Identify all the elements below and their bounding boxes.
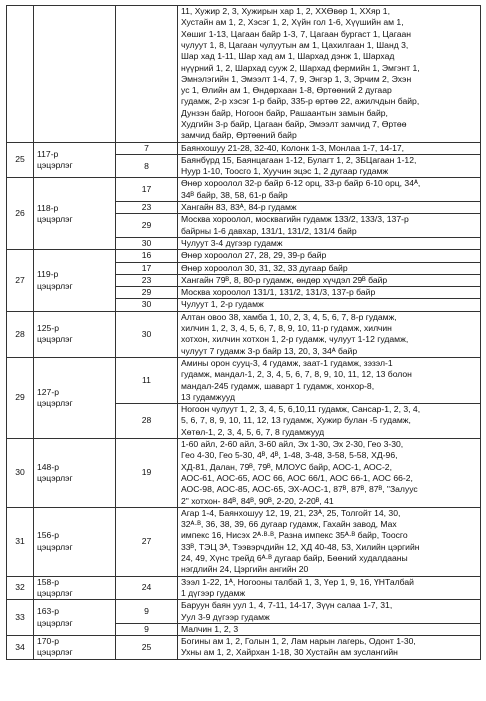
address-list: Москва хороолол 131/1, 131/2, 131/3, 137-р байр xyxy=(178,287,481,299)
khoroo-number: 17 xyxy=(116,178,178,202)
khoroo-number: 29 xyxy=(116,287,178,299)
kindergarten-name: 125-р цэцэрлэг xyxy=(34,311,116,357)
address-list: Агар 1-4, Баянхошуу 12, 19, 21, 23ᴬ, 25, Толгойт 14, 30, 32ᴬ·ᴮ, 36, 38, 39, 66 дугаар гудамж, Гахайн завод, Мах импекс 16, Нисэх 2ᴬ·ᴮ·ᴮ, Разна импекс 35ᴬ·ᴮ байр, Тоосго 33ᴮ, ТЭЦ 3ᴬ, Тээвэрчдийн 12, ХД 40-48, 53, Хилийн цэргийн 24, 49, Хүнс трейд 6ᴬ·ᴮ дугаар байр, Бөөний худалдааны нэгдлийн 24, Цэргийн ангийн 20 xyxy=(178,507,481,576)
address-list: Москва хороолол, москвагийн гудамж 133/2, 133/3, 137-р байрны 1-6 давхар, 131/1, 131/2, 131/4 байр xyxy=(178,214,481,238)
table-row xyxy=(7,178,481,202)
kindergarten-name: 118-р цэцэрлэг xyxy=(34,178,116,250)
khoroo-number: 28 xyxy=(116,404,178,439)
kindergarten-name: 119-р цэцэрлэг xyxy=(34,250,116,311)
table-row xyxy=(7,600,481,624)
khoroo-number: 11 xyxy=(116,357,178,403)
khoroo-number xyxy=(116,6,178,143)
khoroo-number: 25 xyxy=(116,636,178,660)
khoroo-number: 8 xyxy=(116,154,178,178)
khoroo-number: 9 xyxy=(116,623,178,635)
row-number: 32 xyxy=(7,576,34,600)
row-number: 28 xyxy=(7,311,34,357)
khoroo-number: 7 xyxy=(116,142,178,154)
address-list: 1-60 айл, 2-60 айл, 3-60 айл, Эх 1-30, Эх 2-30, Гео 3-30, Гео 4-30, Гео 5-30, 4ᴮ, 4ᴮ, 1-48, 3-48, 3-58, 5-58, ХД-96, ХД-81, Далан, 79ᴮ, 79ᴮ, МЛОУС байр, АОС-1, АОС-2, АОС-61, АОС-65, АОС 66, АОС 66/1, АОС 66-1, АОС 66-2, АОС-98, АОС-85, АОС-65, ЭХ-АОС-1, 87ᴮ, 87ᴮ, 87ᴮ, "Залуус 2" хотхон- 84ᴮ, 84ᴮ, 90ᴮ, 2-20, 2-20ᴮ, 41 xyxy=(178,439,481,508)
row-number: 27 xyxy=(7,250,34,311)
khoroo-number: 19 xyxy=(116,439,178,508)
address-list: Чулуут 3-4 дүгээр гудамж xyxy=(178,237,481,249)
table-row xyxy=(7,576,481,600)
khoroo-number: 16 xyxy=(116,250,178,262)
address-list: Баянхошуу 21-28, 32-40, Колонк 1-3, Монлаа 1-7, 14-17, xyxy=(178,142,481,154)
kindergarten-name: 158-р цэцэрлэг xyxy=(34,576,116,600)
address-list: Баянбүрд 15, Баянцагаан 1-12, Булагт 1, 2, 3БЦагаан 1-12, Нуур 1-10, Тоосго 1, Хуучин эцэс 1, 2 дугаар гудамж xyxy=(178,154,481,178)
address-list: Баруун баян уул 1, 4, 7-11, 14-17, Зүүн салаа 1-7, 31, Уул 3-9 дүгээр гудамж xyxy=(178,600,481,624)
row-number: 29 xyxy=(7,357,34,438)
khoroo-number: 30 xyxy=(116,311,178,357)
address-list: Амины орон сууц-3, 4 гудамж, заат-1 гудамж, зэзэл-1 гудамж, мандал-1, 2, 3, 4, 5, 6, 7, 8, 9, 10, 11, 12, 13 болон мандал-245 гудамж, шаварт 1 гудамж, хонхор-8, 13 гудамжууд xyxy=(178,357,481,403)
table-row xyxy=(7,439,481,508)
address-list: Зээл 1-22, 1ᴬ, Ногооны талбай 1, 3, Үер 1, 9, 16, ҮНТалбай 1 дүгээр гудамж xyxy=(178,576,481,600)
kindergarten-name: 148-р цэцэрлэг xyxy=(34,439,116,508)
address-list: Малчин 1, 2, 3 xyxy=(178,623,481,635)
row-number: 26 xyxy=(7,178,34,250)
table-row xyxy=(7,6,481,143)
khoroo-number: 23 xyxy=(116,274,178,286)
kindergarten-name: 156-р цэцэрлэг xyxy=(34,507,116,576)
khoroo-number: 27 xyxy=(116,507,178,576)
row-number: 25 xyxy=(7,142,34,178)
kindergarten-name: 117-р цэцэрлэг xyxy=(34,142,116,178)
kindergarten-address-table xyxy=(6,5,481,660)
table-row xyxy=(7,142,481,154)
row-number xyxy=(7,6,34,143)
address-list: 11, Хужир 2, 3, Хужирын хар 1, 2, ХХӨвөр 1, ХХяр 1, Хустайн ам 1, 2, Хэсэг 1, 2, Хүйн гол 1-6, Хүүшийн ам 1, Хөшиг 1-13, Цагаан байр 1-3, 7, Цагаан бургаст 1, Цагаан чулуут 1, 8, Цагаан чулуутын ам 1, Цахилгаан 1, Шанд 3, Шар хад 1-11, Шар хад ам 1, Шархад дэнж 1, Шархад нүүрний 1, 2, Шархад сууж 2, Шархад фермийн 1, Эмгэнт 1, Эмнэлэгийн 1, Эмээлт 1-4, 7, 9, Энгэр 1, 3, Эрчим 2, Эхэн ус 1, Өлийн ам 1, Өндөрхаан 1-8, Өртөөний 2 дугаар гудамж, 2-р хэсэг 1-р байр, 335-р өртөө 22, ажилчдын байр, Дунзэн байр, Ногоон байр, Рашаантын замын байр, Худгийн 3-р байр, Цагаан байр, Эмээлт замчид 7, Өртөө замчид байр, Өртөөний байр xyxy=(178,6,481,143)
address-list: Өнөр хороолол 27, 28, 29, 39-р байр xyxy=(178,250,481,262)
khoroo-number: 29 xyxy=(116,214,178,238)
kindergarten-name: 163-р цэцэрлэг xyxy=(34,600,116,636)
address-list: Богины ам 1, 2, Голын 1, 2, Лам нарын лагерь, Одонт 1-30, Ухны ам 1, 2, Хайрхан 1-18, 30 Хустайн ам зуслангийн xyxy=(178,636,481,660)
kindergarten-name: 127-р цэцэрлэг xyxy=(34,357,116,438)
address-list: Ногоон чулуут 1, 2, 3, 4, 5, 6,10,11 гудамж, Сансар-1, 2, 3, 4, 5, 6, 7, 8, 9, 10, 11, 12, 13 гудамж, Хужир булан -5 гудамж, Хөтөл-1, 2, 3, 4, 5, 6, 7, 8 гудамжууд xyxy=(178,404,481,439)
table-row xyxy=(7,357,481,403)
kindergarten-name: 170-р цэцэрлэг xyxy=(34,636,116,660)
khoroo-number: 9 xyxy=(116,600,178,624)
khoroo-number: 24 xyxy=(116,576,178,600)
table-row xyxy=(7,507,481,576)
address-list: Өнөр хороолол 32-р байр 6-12 орц, 33-р байр 6-10 орц, 34ᴬ, 34ᴮ байр, 38, 58, 61-р байр xyxy=(178,178,481,202)
table-row xyxy=(7,250,481,262)
khoroo-number: 30 xyxy=(116,237,178,249)
table-row xyxy=(7,636,481,660)
address-list: Хангайн 79ᴮ, 8, 80-р гудамж, өндөр хүчдэл 29ᴮ байр xyxy=(178,274,481,286)
address-list: Алтан овоо 38, хамба 1, 10, 2, 3, 4, 5, 6, 7, 8-р гудамж, хилчин 1, 2, 3, 4, 5, 6, 7, 8, 9, 10, 11-р гудамж, хилчин хотхон, хилчин хотхон 1, 2-р гудамж, чулуут 1-12 гудамж, чулуут 7 гудамж 3-р байр 13, 20, 3, 34ᴬ байр xyxy=(178,311,481,357)
row-number: 31 xyxy=(7,507,34,576)
khoroo-number: 17 xyxy=(116,262,178,274)
address-list: Хангайн 83, 83ᴬ, 84-р гудамж xyxy=(178,202,481,214)
khoroo-number: 30 xyxy=(116,299,178,311)
row-number: 34 xyxy=(7,636,34,660)
address-list: Чулуут 1, 2-р гудамж xyxy=(178,299,481,311)
address-list: Өнөр хороолол 30, 31, 32, 33 дугаар байр xyxy=(178,262,481,274)
kindergarten-name xyxy=(34,6,116,143)
row-number: 30 xyxy=(7,439,34,508)
table-row xyxy=(7,311,481,357)
khoroo-number: 23 xyxy=(116,202,178,214)
row-number: 33 xyxy=(7,600,34,636)
